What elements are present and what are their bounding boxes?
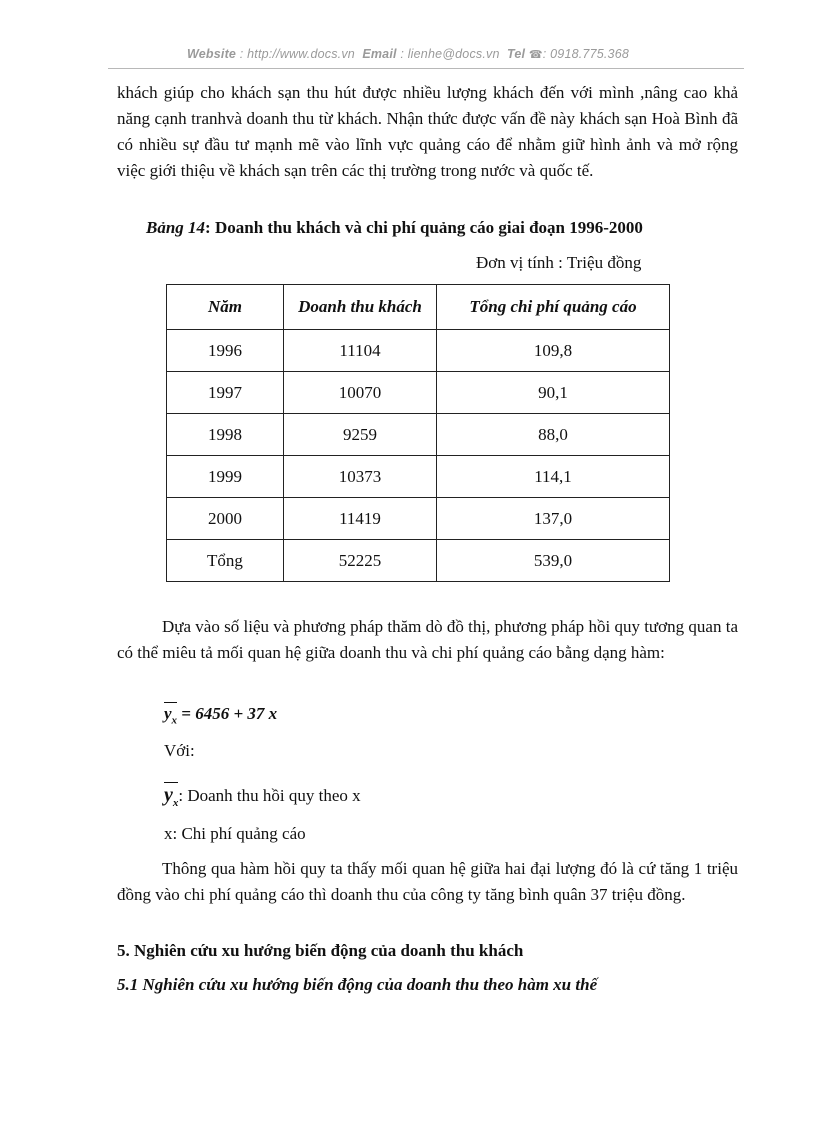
- email-label: Email: [362, 47, 397, 61]
- cell-revenue: 11104: [284, 330, 437, 372]
- tel-label: Tel: [507, 47, 526, 61]
- section-heading-5-1: 5.1 Nghiên cứu xu hướng biến động của doanh thu theo hàm xu thế: [117, 975, 598, 994]
- formula-y-bar: $y_x$: [164, 704, 178, 727]
- cell-year: 1997: [167, 372, 284, 414]
- website-url[interactable]: : http://www.docs.vn: [239, 47, 355, 61]
- paragraph-intro: khách giúp cho khách sạn thu hút được nhiều lượng khách đến với mình ,nâng cao khả năng cạnh tranhvà doanh thu từ khách. Nhận thức được vấn đề này khách sạn Hoà Bình đã có nhiều sự đầu tư mạnh mẽ vào lĩnh vực quảng cáo để nhằm giữ hình ảnh và mở rộng việc giới thiệu về khách sạn trên các thị trường trong nước và quốc tế.: [117, 83, 738, 180]
- regression-formula: [164, 702, 277, 726]
- paragraph-conclusion: Thông qua hàm hồi quy ta thấy mối quan hệ giữa hai đại lượng đó là cứ tăng 1 triệu đồng vào chi phí quảng cáo thì doanh thu của công ty tăng bình quân 37 triệu đồng.: [117, 859, 738, 904]
- website-label: Website: [186, 47, 237, 61]
- revenue-ad-cost-table: [166, 284, 670, 582]
- header-ad-cost: Tổng chi phí quảng cáo: [437, 285, 670, 330]
- paragraph-method: Dựa vào số liệu và phương pháp thăm dò đồ thị, phương pháp hồi quy tương quan ta có thể miêu tả mối quan hệ giữa doanh thu và chi phí quảng cáo bằng dạng hàm:: [117, 617, 738, 662]
- table-total-row: [167, 540, 670, 582]
- phone-icon: ☎: [528, 49, 543, 61]
- tel-number: : 0918.775.368: [542, 47, 630, 61]
- header-revenue: Doanh thu khách: [284, 285, 437, 330]
- unit-note: Đơn vị tính : Triệu đồng: [476, 253, 642, 272]
- cell-total-label: Tổng: [167, 540, 284, 582]
- cell-ad-cost: 88,0: [437, 414, 670, 456]
- page-header: [0, 47, 816, 61]
- with-label: Với:: [164, 741, 195, 760]
- table-row: [167, 498, 670, 540]
- cell-revenue: 11419: [284, 498, 437, 540]
- table-header-row: [167, 285, 670, 330]
- table-caption-label: Bảng 14: [146, 218, 206, 237]
- email-address[interactable]: : lienhe@docs.vn: [400, 47, 500, 61]
- table-caption: [146, 218, 746, 238]
- section-heading-5: 5. Nghiên cứu xu hướng biến động của doanh thu khách: [117, 941, 524, 960]
- table-row: [167, 330, 670, 372]
- definition-x: x: Chi phí quảng cáo: [164, 824, 306, 843]
- cell-year: 2000: [167, 498, 284, 540]
- cell-ad-cost: 137,0: [437, 498, 670, 540]
- cell-ad-cost: 114,1: [437, 456, 670, 498]
- header-divider: [108, 68, 744, 69]
- table-row: [167, 456, 670, 498]
- cell-ad-cost: 90,1: [437, 372, 670, 414]
- table-row: [167, 414, 670, 456]
- table-row: [167, 372, 670, 414]
- header-year: Năm: [167, 285, 284, 330]
- definition-y-text: : Doanh thu hồi quy theo x: [178, 786, 361, 805]
- cell-revenue: 10070: [284, 372, 437, 414]
- cell-year: 1998: [167, 414, 284, 456]
- cell-ad-cost: 109,8: [437, 330, 670, 372]
- cell-revenue: 10373: [284, 456, 437, 498]
- formula-rhs: = 6456 + 37 x: [181, 704, 278, 723]
- cell-total-revenue: 52225: [284, 540, 437, 582]
- y-bar-symbol: $y_x$: [164, 784, 179, 809]
- definition-y: [164, 782, 361, 809]
- cell-year: 1996: [167, 330, 284, 372]
- table-caption-text: : Doanh thu khách và chi phí quảng cáo giai đoạn 1996-2000: [205, 218, 643, 237]
- cell-total-ad-cost: 539,0: [437, 540, 670, 582]
- cell-revenue: 9259: [284, 414, 437, 456]
- cell-year: 1999: [167, 456, 284, 498]
